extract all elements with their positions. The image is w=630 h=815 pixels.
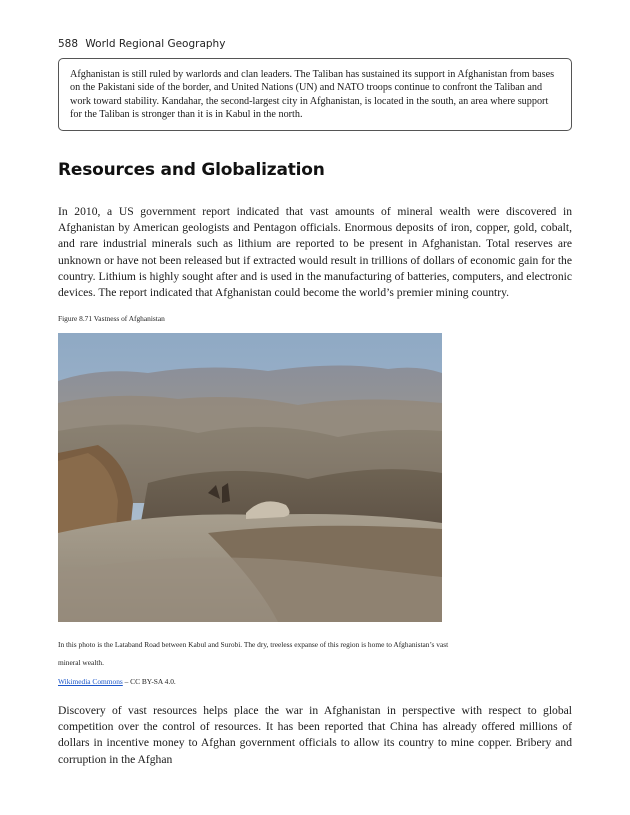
body-paragraph-1: In 2010, a US government report indicated that vast amounts of mineral wealth were discovered in Afghanistan by American geologists and Pentagon officials. Enormous deposits of iron, copper, gold, cobalt, and rare industrial minerals such as lithium are reported to be present in Afghanistan. Total reserves are unknown or have not been released but if extracted would result in trillions of dollars of economic gain for the country. Lithium is highly sought after and is used in the manufacturing of batteries, computers, and electronic devices. The report indicated that Afghanistan could become the world’s premier mining country.: [58, 205, 572, 300]
body-paragraph-2: Discovery of vast resources helps place the war in Afghanistan in perspective with respect to global competition over the control of resources. It has been reported that China has already offered millions of dollars in incentive money to Afghan government officials to allow its country to mine copper. Bribery and corruption in the Afghan: [58, 704, 572, 766]
book-title: World Regional Geography: [85, 38, 226, 50]
figure-photo: [58, 333, 442, 622]
wikimedia-commons-link[interactable]: Wikimedia Commons: [58, 677, 123, 686]
note-text: Afghanistan is still ruled by warlords and clan leaders. The Taliban has sustained its support in Afghanistan from bases on the Pakistani side of the border, and United Nations (UN) and NATO troops continue to confront the Taliban and work toward stability. Kandahar, the second-largest city in Afghanistan, is located in the south, an area where support for the Taliban is stronger than it is in Kabul in the north.: [70, 69, 555, 120]
section-title: Resources and Globalization: [58, 160, 325, 180]
figure-credit: [58, 677, 176, 686]
page-number: 588: [58, 38, 79, 50]
note-box: [58, 58, 572, 131]
license-text: – CC BY-SA 4.0.: [122, 677, 176, 686]
figure-caption: In this photo is the Lataband Road between Kabul and Surobi. The dry, treeless expanse of this region is home to Afghanistan’s vast mineral wealth.: [58, 640, 449, 667]
page-header: [58, 38, 225, 50]
figure-label: Figure 8.71 Vastness of Afghanistan: [58, 314, 165, 323]
